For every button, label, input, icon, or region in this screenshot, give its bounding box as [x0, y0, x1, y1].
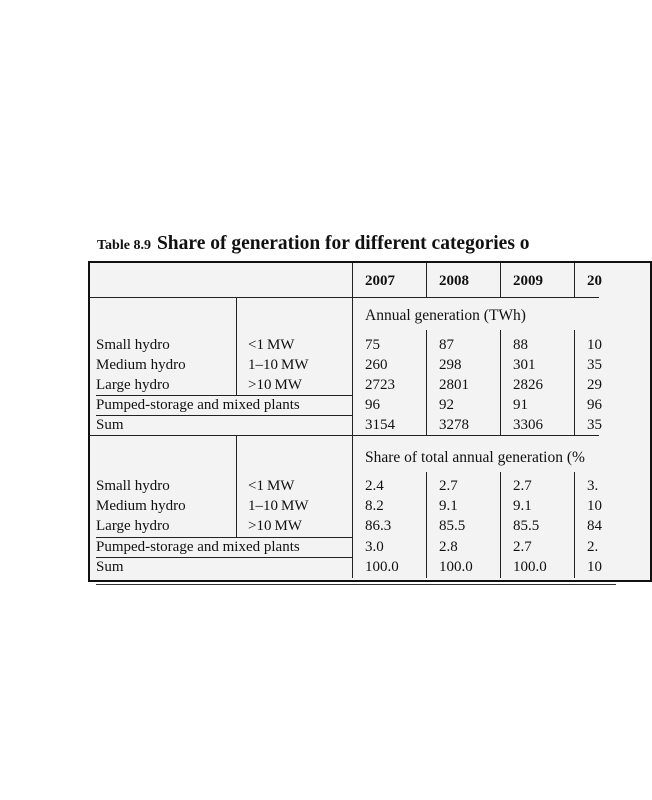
table-cell: 100.0 [365, 559, 399, 575]
table-cell: 3278 [439, 417, 469, 433]
row-category: Medium hydro [96, 498, 186, 514]
row-category: Sum [96, 559, 124, 575]
table-cell: 100.0 [513, 559, 547, 575]
row-category: Pumped-storage and mixed plants [96, 539, 300, 555]
table-cell: 2.7 [513, 539, 532, 555]
table-cell: 29 [587, 377, 602, 393]
table-cell: 84 [587, 518, 602, 534]
table-cell: 75 [365, 337, 380, 353]
row-category: Medium hydro [96, 357, 186, 373]
table-label: Table 8.9 [97, 238, 151, 253]
column-rule [426, 263, 427, 298]
table-cell: 9.1 [513, 498, 532, 514]
row-size: >10 MW [248, 377, 302, 393]
row-rule [96, 557, 353, 558]
row-category: Large hydro [96, 518, 170, 534]
table-title: Share of generation for different categories o [156, 233, 530, 254]
table-cell: 86.3 [365, 518, 392, 534]
year-header: 2009 [513, 273, 543, 289]
table-cell: 35 [587, 417, 602, 433]
table-cell: 85.5 [513, 518, 540, 534]
table-cell: 298 [439, 357, 462, 373]
table-cell: 87 [439, 337, 454, 353]
row-size: <1 MW [248, 478, 295, 494]
table-cell: 2.7 [513, 478, 532, 494]
row-size: 1–10 MW [248, 357, 309, 373]
table-cell: 10 [587, 498, 602, 514]
column-rule [574, 472, 575, 578]
table-cell: 3154 [365, 417, 395, 433]
table-cell: 3.0 [365, 539, 384, 555]
row-category: Small hydro [96, 478, 170, 494]
table-cell: 2.7 [439, 478, 458, 494]
label-rule [236, 436, 237, 537]
table-cell: 96 [365, 397, 380, 413]
table-cell: 35 [587, 357, 602, 373]
table-cell: 2. [587, 539, 599, 555]
table-cell: 3. [587, 478, 599, 494]
table-cell: 2.8 [439, 539, 458, 555]
column-rule [574, 330, 575, 435]
row-size: >10 MW [248, 518, 302, 534]
year-header: 20 [587, 273, 602, 289]
row-category: Sum [96, 417, 124, 433]
table-cell: 8.2 [365, 498, 384, 514]
table-cell: 301 [513, 357, 536, 373]
table-cell: 100.0 [439, 559, 473, 575]
label-rule [236, 298, 237, 395]
row-size: 1–10 MW [248, 498, 309, 514]
table-bottom-rule [96, 584, 616, 585]
table-cell: 2801 [439, 377, 469, 393]
column-rule [426, 472, 427, 578]
column-rule [500, 330, 501, 435]
row-size: <1 MW [248, 337, 295, 353]
year-header: 2007 [365, 273, 395, 289]
table-cell: 92 [439, 397, 454, 413]
column-rule [500, 472, 501, 578]
table-caption [97, 233, 530, 255]
table-cell: 88 [513, 337, 528, 353]
table-cell: 2.4 [365, 478, 384, 494]
table-cell: 260 [365, 357, 388, 373]
row-category: Pumped-storage and mixed plants [96, 397, 300, 413]
table-cell: 2826 [513, 377, 543, 393]
column-rule [500, 263, 501, 298]
table-cell: 10 [587, 559, 602, 575]
column-rule [426, 330, 427, 435]
row-category: Small hydro [96, 337, 170, 353]
table-cell: 3306 [513, 417, 543, 433]
column-rule [574, 263, 575, 298]
table-cell: 91 [513, 397, 528, 413]
column-rule [352, 263, 353, 578]
year-header: 2008 [439, 273, 469, 289]
table-cell: 85.5 [439, 518, 466, 534]
table-cell: 9.1 [439, 498, 458, 514]
row-rule [96, 415, 353, 416]
section-heading: Share of total annual generation (% [365, 449, 585, 466]
header-rule [90, 297, 599, 298]
table-cell: 96 [587, 397, 602, 413]
section-rule [90, 435, 599, 436]
row-category: Large hydro [96, 377, 170, 393]
section-heading: Annual generation (TWh) [365, 307, 526, 324]
table-cell: 2723 [365, 377, 395, 393]
table-cell: 10 [587, 337, 602, 353]
